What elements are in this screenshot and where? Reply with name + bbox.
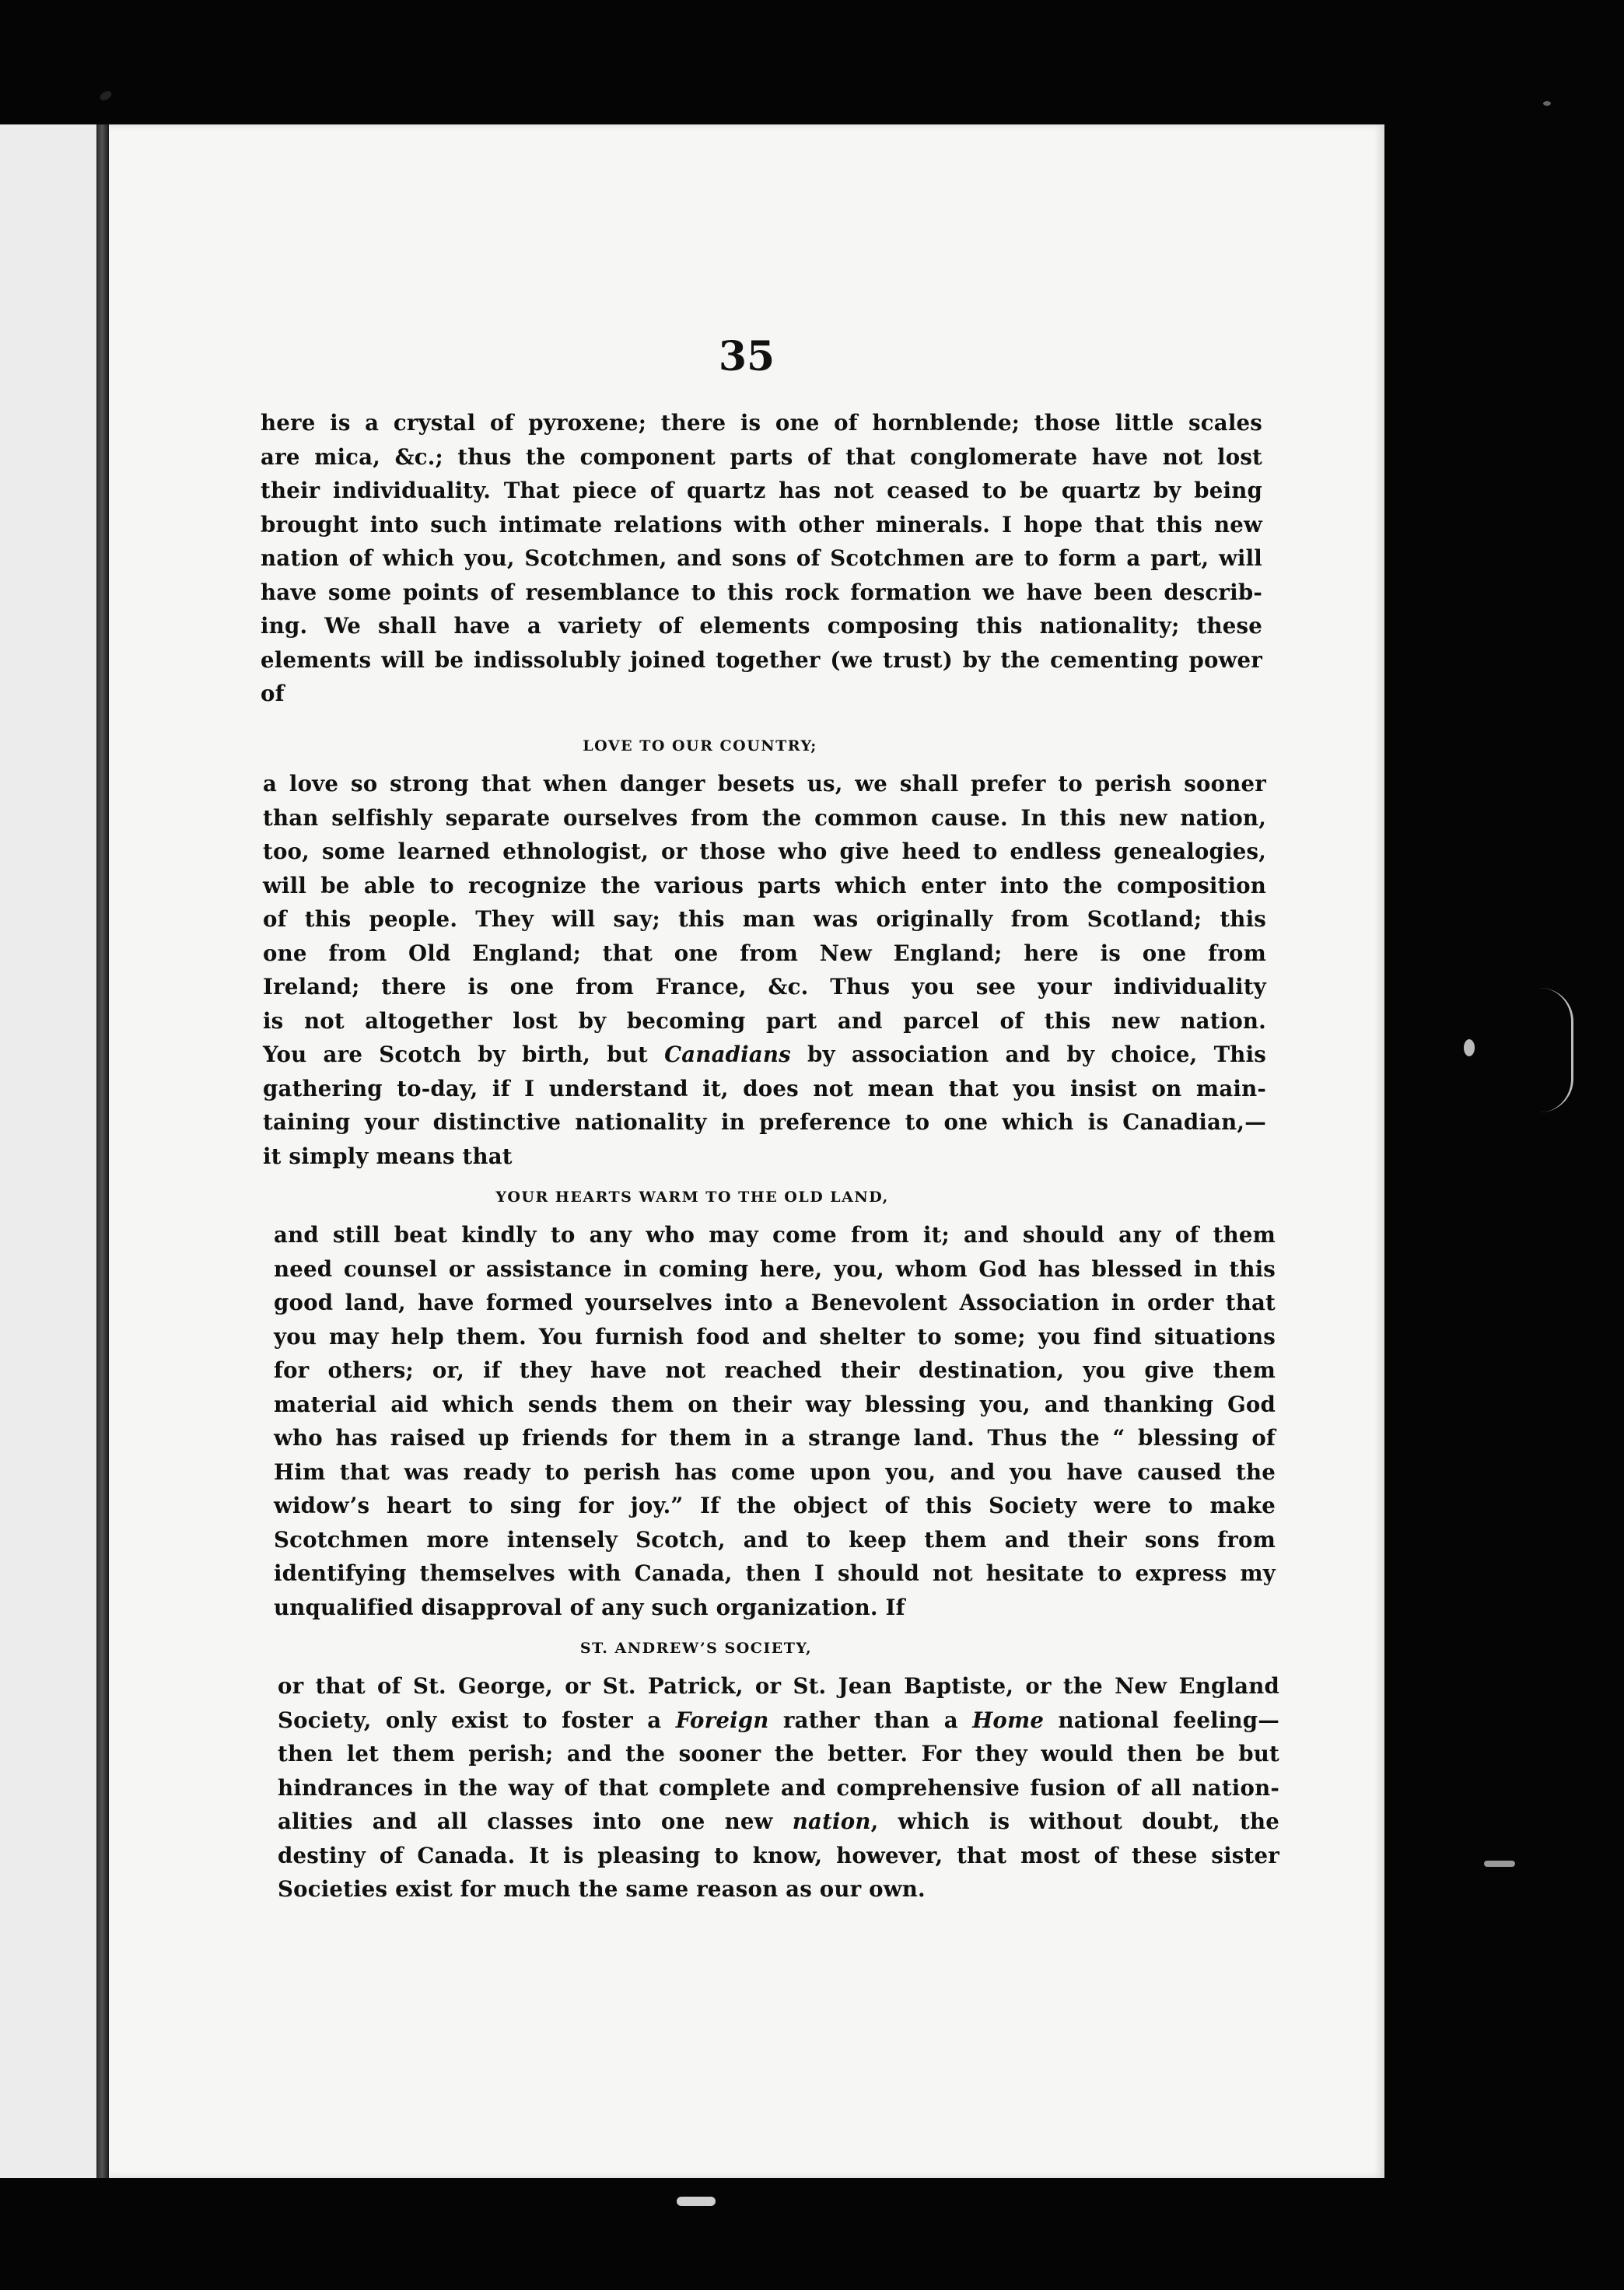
text-line: You are Scotch by birth, but Canadians by association and by choice, This bbox=[263, 1042, 1266, 1067]
text-line: than selfishly separate ourselves from the common cause. In this new nation, bbox=[263, 804, 1266, 831]
text-line: brought into such intimate relations with other minerals. I hope that this new bbox=[261, 511, 1262, 537]
book-page bbox=[109, 124, 1384, 2178]
scan-mark bbox=[677, 2197, 716, 2206]
text-line: then let them perish; and the sooner the better. For they would then be but bbox=[278, 1741, 1279, 1767]
text-line: widow’s heart to sing for joy.” If the object of this Society were to make bbox=[274, 1493, 1276, 1518]
text-line: a love so strong that when danger besets us, we shall prefer to perish sooner bbox=[263, 771, 1266, 797]
text-line: here is a crystal of pyroxene; there is one of hornblende; those little scales bbox=[261, 410, 1262, 436]
text-line: will be able to recognize the various parts which enter into the composition bbox=[263, 872, 1266, 898]
text-line: Scotchmen more intensely Scotch, and to keep them and their sons from bbox=[274, 1526, 1276, 1553]
scan-speck bbox=[1484, 1861, 1515, 1867]
text-line: hindrances in the way of that complete and comprehensive fusion of all nation- bbox=[278, 1774, 1279, 1801]
paragraph-4 bbox=[278, 1669, 1279, 1907]
page-edge-curl bbox=[1540, 988, 1573, 1112]
text-line: have some points of resemblance to this rock formation we have been describ- bbox=[261, 579, 1262, 605]
text-line: Him that was ready to perish has come upon you, and you have caused the bbox=[274, 1458, 1276, 1485]
text-line: need counsel or assistance in coming here, you, whom God has blessed in this bbox=[274, 1255, 1276, 1282]
text-line: for others; or, if they have not reached their destination, you give them bbox=[274, 1357, 1276, 1383]
text-line: one from Old England; that one from New England; here is one from bbox=[263, 940, 1266, 966]
text-line: their individuality. That piece of quartz has not ceased to be quartz by being bbox=[261, 478, 1262, 503]
text-line: it simply means that bbox=[263, 1143, 513, 1169]
text-line: alities and all classes into one new nation, which is without doubt, the bbox=[278, 1809, 1279, 1834]
text-line: of this people. They will say; this man was originally from Scotland; this bbox=[263, 906, 1266, 932]
paragraph-3 bbox=[274, 1218, 1276, 1624]
section-heading-love-to-our-country: LOVE TO OUR COUNTRY; bbox=[583, 737, 817, 755]
text-line: destiny of Canada. It is pleasing to know, however, that most of these sister bbox=[278, 1842, 1279, 1868]
text-line: unqualified disapproval of any such organization. If bbox=[274, 1594, 905, 1620]
scan-speck bbox=[1464, 1039, 1475, 1056]
text-line: ing. We shall have a variety of elements composing this nationality; these bbox=[261, 613, 1262, 639]
book-gutter bbox=[96, 124, 109, 2178]
text-line: gathering to-day, if I understand it, does not mean that you insist on main- bbox=[263, 1075, 1266, 1101]
text-line: of bbox=[261, 681, 285, 706]
text-line: Ireland; there is one from France, &c. Thus you see your individuality bbox=[263, 974, 1266, 1000]
text-line: too, some learned ethnologist, or those who give heed to endless genealogies, bbox=[263, 839, 1266, 864]
scan-speck bbox=[99, 89, 114, 103]
facing-page-edge bbox=[0, 124, 101, 2178]
text-line: is not altogether lost by becoming part and parcel of this new nation. bbox=[263, 1007, 1266, 1034]
section-heading-st-andrews-society: ST. ANDREW’S SOCIETY, bbox=[579, 1640, 813, 1657]
text-line: identifying themselves with Canada, then I should not hesitate to express my bbox=[274, 1560, 1276, 1586]
text-line: good land, have formed yourselves into a Benevolent Association in order that bbox=[274, 1290, 1276, 1315]
text-line: and still beat kindly to any who may come from it; and should any of them bbox=[274, 1222, 1276, 1248]
paragraph-1 bbox=[261, 406, 1262, 711]
section-heading-your-hearts-warm: YOUR HEARTS WARM TO THE OLD LAND, bbox=[495, 1189, 889, 1206]
scan-speck bbox=[1543, 101, 1551, 106]
text-line: Society, only exist to foster a Foreign rather than a Home national feeling— bbox=[278, 1707, 1279, 1733]
text-line: Societies exist for much the same reason as our own. bbox=[278, 1876, 926, 1902]
text-line: nation of which you, Scotchmen, and sons of Scotchmen are to form a part, will bbox=[261, 545, 1262, 571]
text-line: material aid which sends them on their way blessing you, and thanking God bbox=[274, 1391, 1276, 1417]
text-line: you may help them. You furnish food and shelter to some; you find situations bbox=[274, 1323, 1276, 1350]
text-line: elements will be indissolubly joined together (we trust) by the cementing power bbox=[261, 646, 1262, 673]
paragraph-2 bbox=[263, 767, 1266, 1173]
text-line: or that of St. George, or St. Patrick, or St. Jean Baptiste, or the New England bbox=[278, 1673, 1279, 1699]
text-line: taining your distinctive nationality in preference to one which is Canadian,— bbox=[263, 1109, 1266, 1135]
text-line: who has raised up friends for them in a strange land. Thus the “ blessing of bbox=[274, 1425, 1276, 1451]
page-number: 35 bbox=[718, 333, 775, 380]
text-line: are mica, &c.; thus the component parts of that conglomerate have not lost bbox=[261, 443, 1262, 470]
